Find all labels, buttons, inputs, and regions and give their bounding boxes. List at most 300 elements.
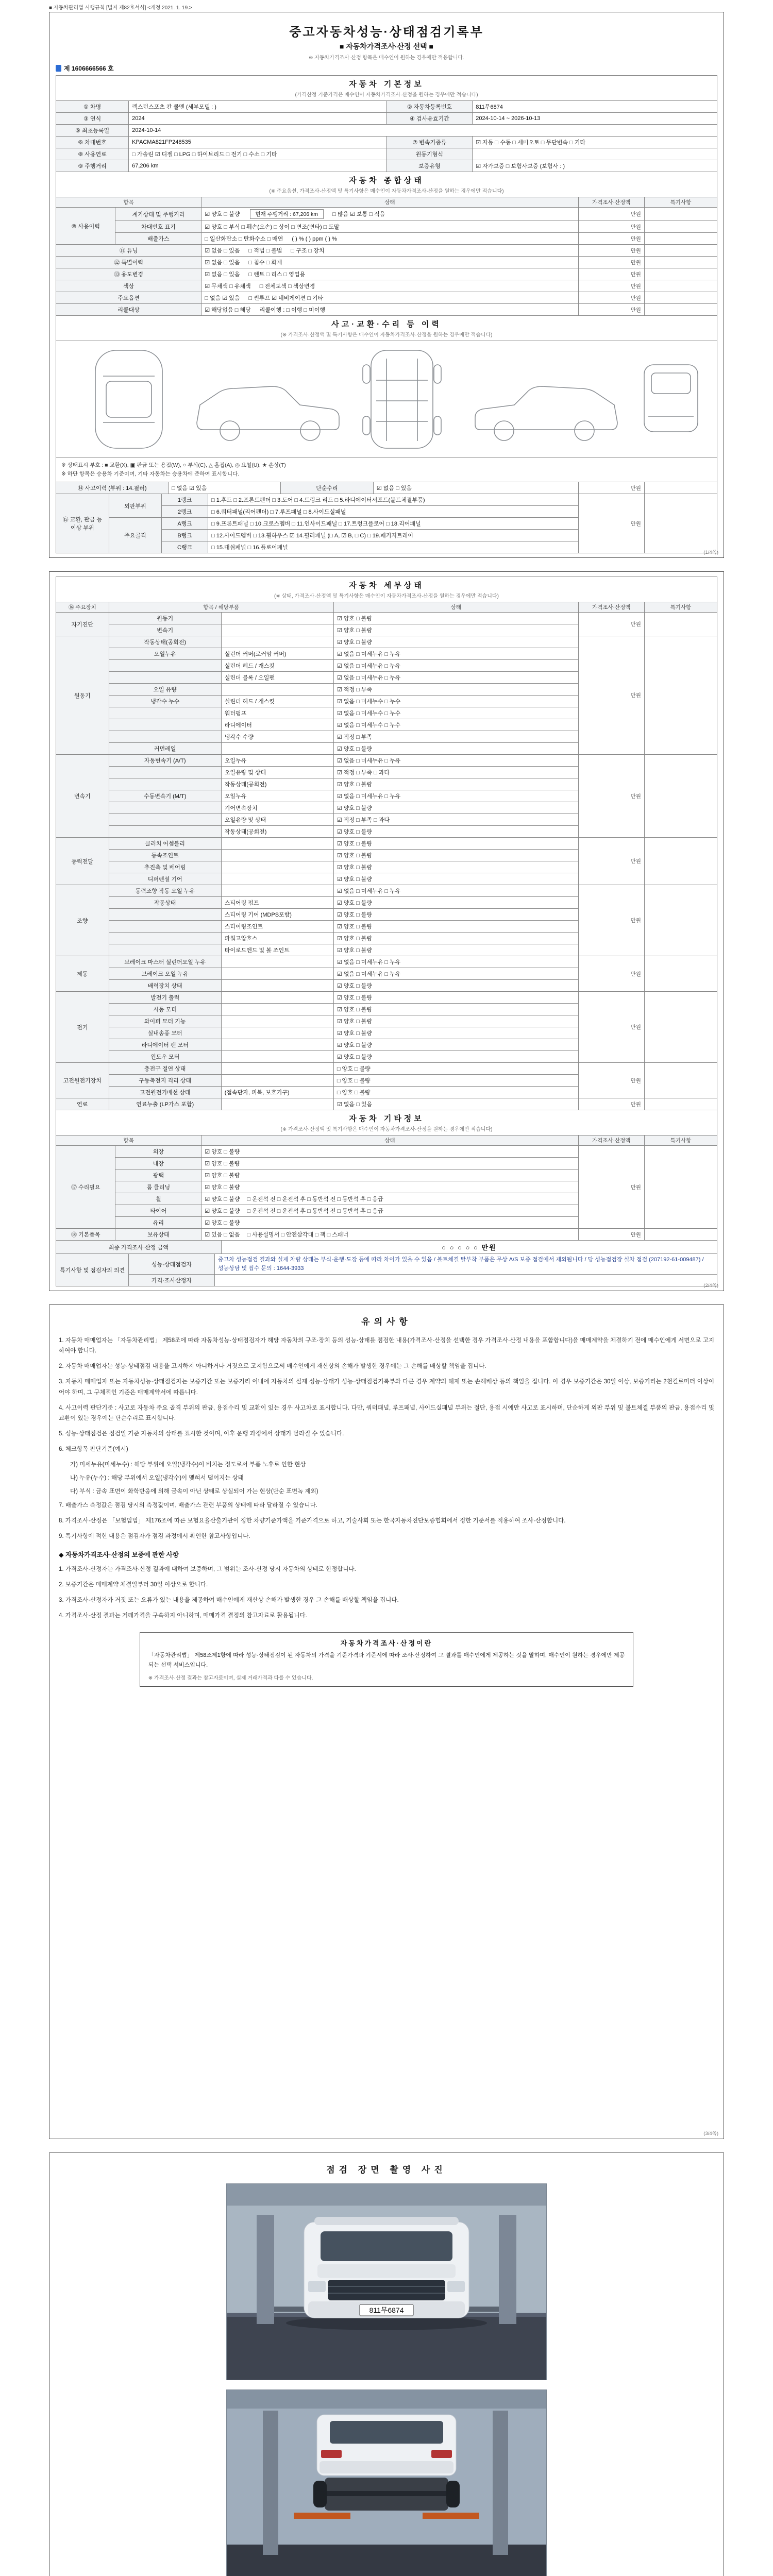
remark-cell <box>644 221 717 233</box>
part-label <box>221 850 333 861</box>
rank2-checkbox-group[interactable]: □ 6.쿼터패널(리어펜더) □ 7.루프패널 □ 8.사이드실패널 <box>208 506 579 518</box>
field-label: ⑧ 사용연료 <box>56 148 129 160</box>
odometer-state-checkbox-group[interactable] <box>201 208 578 221</box>
rankB-checkbox-group[interactable]: □ 12.사이드멤버 □ 13.휠하우스 ☑ 14.필러패널 (□ A, ☑ B, □ C) □ 19.패키지트레이 <box>208 530 579 541</box>
item-label <box>109 802 221 814</box>
legend-note: ※ 하단 항목은 승용차 기준이며, 기타 자동차는 승용차에 준하여 표시합니다. <box>61 471 240 477</box>
status-checkbox-group[interactable]: ☑ 양호 □ 불량 <box>333 992 578 1004</box>
status-checkbox-group[interactable]: ☑ 양호 □ 불량 <box>333 1027 578 1039</box>
recall-done[interactable]: 리콜이행 : □ 이행 □ 미이행 <box>259 307 326 313</box>
part-label <box>221 980 333 992</box>
table-row <box>56 1146 717 1158</box>
status-checkbox-group[interactable]: ☑ 양호 □ 불량 <box>333 921 578 933</box>
part-label <box>221 743 333 755</box>
part-label <box>221 624 333 636</box>
field-label: ⑤ 최초등록일 <box>56 125 129 137</box>
table-row <box>56 113 717 125</box>
status-checkbox-group[interactable]: ☑ 없음 □ 미세누유 □ 누유 <box>333 968 578 980</box>
notice-sub-item: 가) 미세누유(미세누수) : 해당 부위에 오일(냉각수)이 비치는 정도로서 부품 노후로 인한 현상 <box>70 1462 306 1468</box>
status-checkbox-group[interactable] <box>201 1181 578 1193</box>
table-row <box>56 245 717 257</box>
table-header-row <box>56 602 717 613</box>
group-label: ⑩ 사용이력 <box>56 208 115 245</box>
item-label: 클러치 어셈블리 <box>109 838 221 850</box>
part-label: 워터펌프 <box>221 707 333 719</box>
status-checkbox-group[interactable]: ☑ 적정 □ 부족 <box>333 684 578 696</box>
remark-cell <box>644 245 717 257</box>
status-checkbox-group[interactable]: ☑ 양호 □ 불량 <box>333 933 578 944</box>
item-label <box>109 719 221 731</box>
tuning-status[interactable]: ☑ 없음 □ 있음 <box>205 248 240 254</box>
rankA-checkbox-group[interactable]: □ 9.프론트패널 □ 10.크로스멤버 □ 11.인사이드패널 □ 17.트렁크플로어 □ 18.리어패널 <box>208 518 579 530</box>
item-label <box>109 778 221 790</box>
column-header: 상태 <box>201 197 578 208</box>
remark-cell <box>644 613 717 636</box>
device-group-label: 연료 <box>56 1098 109 1110</box>
part-label <box>221 968 333 980</box>
item-label: 타이어 <box>115 1205 201 1217</box>
status-checkbox-group[interactable] <box>201 1158 578 1170</box>
table-header-row <box>56 197 717 208</box>
odometer-status[interactable]: ☑ 양호 □ 불량 <box>205 211 240 217</box>
status-checkbox-group[interactable]: ☑ 없음 □ 미세누유 □ 누유 <box>333 672 578 684</box>
status-checkbox-group[interactable]: ☑ 양호 □ 불량 <box>333 624 578 636</box>
item-label: 원동기 <box>109 613 221 624</box>
item-label: 유리 <box>115 1217 201 1229</box>
document-title: 중고자동차성능·상태점검기록부 <box>289 25 484 39</box>
status-options[interactable]: ☑ 양호 □ 불량 <box>205 1196 240 1202</box>
opinion-table <box>56 1253 717 1286</box>
status-checkbox-group[interactable]: ☑ 양호 □ 불량 <box>333 850 578 861</box>
table-row <box>56 1063 717 1075</box>
field-label: ③ 연식 <box>56 113 129 125</box>
rank-label: 1랭크 <box>162 494 208 506</box>
part-label: 냉각수 수량 <box>221 731 333 743</box>
remark-cell <box>644 292 717 304</box>
price-cell: 만원 <box>578 992 644 1063</box>
status-checkbox-group[interactable]: ☑ 없음 □ 미세누수 □ 누수 <box>333 719 578 731</box>
vin-value: KPACMA821FP248535 <box>129 137 386 148</box>
exchange-group-label: ⑮ 교환, 판금 등 이상 부위 <box>56 494 109 553</box>
field-label: 리콜대상 <box>56 304 201 316</box>
status-checkbox-group[interactable]: ☑ 양호 □ 불량 <box>333 873 578 885</box>
status-checkbox-group[interactable]: ☑ 양호 □ 불량 <box>333 980 578 992</box>
field-label: 보증유형 <box>386 160 473 172</box>
part-label <box>221 1075 333 1087</box>
field-label: 차대번호 표기 <box>115 221 201 233</box>
rank-label: A랭크 <box>162 518 208 530</box>
tuning-checkbox-group[interactable] <box>201 245 578 257</box>
detail-band <box>56 577 717 602</box>
table-row <box>56 494 717 506</box>
remark-cell <box>644 268 717 280</box>
price-cell: 만원 <box>578 956 644 992</box>
part-label: 스티어링 펌프 <box>221 897 333 909</box>
status-options[interactable]: ☑ 양호 □ 불량 <box>205 1173 240 1179</box>
part-label: 실린더 헤드 / 개스킷 <box>221 660 333 672</box>
accident-history-table <box>56 482 717 494</box>
special-status[interactable]: ☑ 없음 □ 있음 <box>205 260 240 266</box>
definition-title: 자동차가격조사·산정이란 <box>340 1639 433 1648</box>
status-checkbox-group[interactable]: ☑ 적정 □ 부족 □ 과다 <box>333 814 578 826</box>
definition-note: ※ 가격조사·산정 결과는 참고자료이며, 실제 거래가격과 다를 수 있습니다. <box>148 1675 313 1681</box>
color-checkbox-group[interactable] <box>201 280 578 292</box>
table-row <box>56 233 717 245</box>
part-label: 타이로드엔드 및 볼 조인트 <box>221 944 333 956</box>
table-row <box>56 208 717 221</box>
item-label: 브레이크 오일 누유 <box>109 968 221 980</box>
tuning-legal[interactable]: □ 적법 □ 불법 <box>248 248 282 254</box>
table-row <box>56 636 717 648</box>
part-label: 스티어링조인트 <box>221 921 333 933</box>
warranty-item: 1. 가격조사·산정자는 가격조사·산정 결과에 대하여 보증하며, 그 범위는 조사·산정 당시 자동차의 상태로 한정합니다. <box>59 1566 356 1572</box>
usage-change-checkbox-group[interactable] <box>201 268 578 280</box>
table-row <box>56 992 717 1004</box>
sheet-1 <box>49 12 724 558</box>
item-label <box>109 909 221 921</box>
recall-checkbox-group[interactable] <box>201 304 578 316</box>
final-price-table <box>56 1240 717 1254</box>
color-change[interactable]: □ 전체도색 □ 색상변경 <box>259 283 315 290</box>
table-row <box>56 956 717 968</box>
inspector-opinion-text: 중고차 성능점검 결과와 실제 차량 상태는 부식·운행·도장 등에 따라 차이가 있을 수 있음 / 볼트체결 탈부착 부품은 무상 A/S 보증 점검에서 제외됩니다 / 당 성능점검장 실차 점검 (207192-61-009487) / 성능상담 및 접수 문의 : 1644-3933 <box>214 1254 717 1275</box>
price-cell: 만원 <box>578 280 644 292</box>
emission-values: ( ) % ( ) ppm ( ) % <box>292 236 337 242</box>
field-label: ② 자동차등록번호 <box>386 101 473 113</box>
status-checkbox-group[interactable]: ☑ 적정 □ 부족 □ 과다 <box>333 767 578 778</box>
status-checkbox-group[interactable]: ☑ 양호 □ 불량 <box>333 897 578 909</box>
status-checkbox-group[interactable]: ☑ 양호 □ 불량 <box>333 1039 578 1051</box>
part-label <box>221 1039 333 1051</box>
final-price-value: ○ ○ ○ ○ ○ 만원 <box>221 1241 717 1254</box>
inspection-photos <box>56 2183 717 2576</box>
notices-title: 유의사항 <box>361 1317 412 1327</box>
fuel-checkbox-group[interactable]: □ 가솔린 ☑ 디젤 □ LPG □ 하이브리드 □ 전기 □ 수소 □ 기타 <box>129 148 386 160</box>
item-label: 실내송풍 모터 <box>109 1027 221 1039</box>
tuning-kind[interactable]: □ 구조 □ 장치 <box>291 248 325 254</box>
frame-label: 주요골격 <box>109 518 162 553</box>
table-row <box>56 292 717 304</box>
vehicle-diagrams <box>67 344 706 455</box>
table-row <box>56 1254 717 1275</box>
status-checkbox-group[interactable]: ☑ 양호 □ 불량 <box>333 826 578 838</box>
item-label <box>109 933 221 944</box>
mileage-range-checkbox-group[interactable]: □ 많음 ☑ 보통 □ 적음 <box>332 211 385 217</box>
status-checkbox-group[interactable]: ☑ 적정 □ 부족 <box>333 731 578 743</box>
document-number-row <box>56 64 717 73</box>
special-history-checkbox-group[interactable] <box>201 257 578 268</box>
price-cell: 만원 <box>578 233 644 245</box>
field-label: 원동기형식 <box>386 148 473 160</box>
device-group-label: 원동기 <box>56 636 109 755</box>
item-label <box>109 707 221 719</box>
table-header-row <box>56 1136 717 1146</box>
status-checkbox-group[interactable] <box>201 1193 578 1205</box>
accident-band-table <box>56 315 717 341</box>
status-checkbox-group[interactable] <box>201 1205 578 1217</box>
part-label: 작동상태(공회전) <box>221 826 333 838</box>
part-label <box>221 992 333 1004</box>
status-detail[interactable]: □ 운전석 전 □ 운전석 후 □ 동반석 전 □ 동반석 후 □ 응급 <box>247 1196 383 1202</box>
column-header: 항목 / 해당부품 <box>109 602 333 613</box>
status-options[interactable]: ☑ 있음 □ 없음 <box>205 1232 240 1238</box>
photo-rear-graphic <box>227 2390 546 2576</box>
remark-cell <box>644 992 717 1063</box>
item-label: 외장 <box>115 1146 201 1158</box>
color-status[interactable]: ☑ 무채색 □ 유채색 <box>205 283 251 290</box>
vin-mark-checkbox-group[interactable]: ☑ 양호 □ 부식 □ 훼손(오손) □ 상이 □ 변조(변타) □ 도말 <box>201 221 578 233</box>
field-label: 배출가스 <box>115 233 201 245</box>
item-label: 냉각수 누수 <box>109 696 221 707</box>
license-plate-text: 811무6874 <box>369 2306 404 2314</box>
form-reference-line <box>49 3 724 11</box>
outer-panel-label: 외판부위 <box>109 494 162 518</box>
vehicle-diagram-area <box>56 341 717 458</box>
item-label: 고전원전기배선 상태 <box>109 1087 221 1098</box>
item-label: 변속기 <box>109 624 221 636</box>
item-label <box>109 814 221 826</box>
rankC-checkbox-group[interactable]: □ 15.대쉬패널 □ 16.플로어패널 <box>208 541 579 553</box>
device-group-label: 전기 <box>56 992 109 1063</box>
table-row <box>56 1275 717 1286</box>
part-label: 오일누유 <box>221 755 333 767</box>
rank1-checkbox-group[interactable]: □ 1.후드 □ 2.프론트펜더 □ 3.도어 □ 4.트렁크 리드 □ 5.라디에이터서포트(볼트체결부품) <box>208 494 579 506</box>
engine-type-value <box>473 148 717 160</box>
status-checkbox-group[interactable]: ☑ 양호 □ 불량 <box>333 909 578 921</box>
simple-repair-checkbox-group[interactable]: ☑ 없음 □ 있음 <box>373 482 578 494</box>
emission-checkbox-group[interactable] <box>201 233 578 245</box>
page-mark: (2/4쪽) <box>703 1283 718 1289</box>
item-label <box>109 672 221 684</box>
table-row <box>56 268 717 280</box>
year-value: 2024 <box>129 113 386 125</box>
options-checkbox-group[interactable] <box>201 292 578 304</box>
form-reference: ■ 자동차관리법 시행규칙 [별지 제82호서식] <개정 2021. 1. 19.> <box>49 5 192 11</box>
part-label: (접속단자, 피복, 보호기구) <box>221 1087 333 1098</box>
column-header: 특기사항 <box>644 1136 717 1146</box>
status-checkbox-group[interactable] <box>201 1146 578 1158</box>
document-note: ※ 자동차가격조사·산정 항목은 매수인이 원하는 경우에만 적용합니다. <box>309 55 464 61</box>
status-checkbox-group[interactable]: ☑ 없음 □ 있음 <box>333 1098 578 1110</box>
price-cell: 만원 <box>578 1146 644 1229</box>
price-cell: 만원 <box>578 482 644 494</box>
price-appraisal-definition-box <box>140 1632 633 1686</box>
part-label <box>221 873 333 885</box>
options-status[interactable]: □ 없음 ☑ 있음 <box>205 295 240 301</box>
status-options[interactable]: ☑ 양호 □ 불량 <box>205 1161 240 1167</box>
warranty-checkbox-group[interactable]: ☑ 자가보증 □ 보험사보증 (보험사 : ) <box>473 160 717 172</box>
remark-cell <box>644 1146 717 1229</box>
column-header: ⑯ 주요장치 <box>56 602 109 613</box>
recall-status[interactable]: ☑ 해당없음 □ 해당 <box>205 307 251 313</box>
table-row <box>56 101 717 113</box>
item-label: 라디에이터 팬 모터 <box>109 1039 221 1051</box>
status-options[interactable]: ☑ 양호 □ 불량 <box>205 1184 240 1191</box>
inspector-label: 성능·상태점검자 <box>129 1254 215 1275</box>
status-checkbox-group[interactable]: ☑ 없음 □ 미세누유 □ 누유 <box>333 660 578 672</box>
price-cell: 만원 <box>578 208 644 221</box>
exchange-panel-table <box>56 494 717 553</box>
definition-body: 「자동차관리법」 제58조제1항에 따라 성능·상태점검이 된 자동차의 가격을 기준가격과 기준서에 따라 조사·산정하여 그 결과를 매수인에게 제공하는 것을 말하며, 매수인이 원하는 경우에만 제공되는 선택 서비스입니다. <box>148 1652 625 1669</box>
special-kind[interactable]: □ 침수 □ 화재 <box>248 260 282 266</box>
detail-state-table <box>56 577 717 1110</box>
item-label: 작동상태(공회전) <box>109 636 221 648</box>
field-label: ⑥ 차대번호 <box>56 137 129 148</box>
inspection-photo-rear-underbody <box>226 2389 547 2576</box>
price-cell: 만원 <box>578 304 644 316</box>
status-options[interactable]: ☑ 양호 □ 불량 <box>205 1208 240 1214</box>
accident-history-checkbox-group[interactable]: □ 없음 ☑ 있음 <box>169 482 281 494</box>
table-row <box>56 137 717 148</box>
field-label: 주요옵션 <box>56 292 201 304</box>
field-label: 색상 <box>56 280 201 292</box>
status-detail[interactable]: □ 사용설명서 □ 안전삼각대 □ 잭 □ 스패너 <box>247 1232 349 1238</box>
accident-history-label: ⑭ 사고이력 (부위 : 14.필러) <box>56 482 169 494</box>
status-checkbox-group[interactable]: ☑ 양호 □ 불량 <box>333 1004 578 1015</box>
device-group-label: 변속기 <box>56 755 109 838</box>
price-cell: 만원 <box>578 292 644 304</box>
document-subtitle: ■ 자동차가격조사·산정 선택 ■ <box>339 42 433 50</box>
table-row <box>56 160 717 172</box>
status-checkbox-group[interactable]: ☑ 없음 □ 미세누유 □ 누유 <box>333 755 578 767</box>
field-label: ⑦ 변속기종류 <box>386 137 473 148</box>
column-header: 상태 <box>201 1136 578 1146</box>
status-checkbox-group[interactable] <box>201 1217 578 1229</box>
item-label: 수동변속기 (M/T) <box>109 790 221 802</box>
comprehensive-state-table <box>56 172 717 316</box>
transmission-checkbox-group[interactable]: ☑ 자동 □ 수동 □ 세미오토 □ 무단변속 □ 기타 <box>473 137 717 148</box>
status-checkbox-group[interactable]: ☑ 양호 □ 불량 <box>333 802 578 814</box>
price-cell: 만원 <box>578 245 644 257</box>
table-row <box>56 1241 717 1254</box>
item-label <box>109 767 221 778</box>
status-checkbox-group[interactable]: ☑ 양호 □ 불량 <box>333 861 578 873</box>
basic-items-group-label: ⑱ 기본품목 <box>56 1229 115 1241</box>
remark-cell <box>644 636 717 755</box>
etc-info-table <box>56 1110 717 1241</box>
remark-cell <box>644 956 717 992</box>
status-checkbox-group[interactable]: ☑ 양호 □ 불량 <box>333 636 578 648</box>
status-checkbox-group[interactable]: ☑ 없음 □ 미세누유 □ 누유 <box>333 956 578 968</box>
part-label: 기어변속장치 <box>221 802 333 814</box>
usage-change-kind[interactable]: □ 렌트 □ 리스 □ 영업용 <box>248 272 306 278</box>
warranty-item: 3. 가격조사·산정자가 거짓 또는 오류가 있는 내용을 제공하여 매수인에게 재산상 손해가 발생한 경우 그 손해를 배상할 책임을 집니다. <box>59 1597 399 1604</box>
field-label: ⑪ 튜닝 <box>56 245 201 257</box>
sheet-2 <box>49 571 724 1291</box>
item-label: 작동상태 <box>109 897 221 909</box>
item-label: 충전구 절연 상태 <box>109 1063 221 1075</box>
status-checkbox-group[interactable]: ☑ 양호 □ 불량 <box>333 743 578 755</box>
column-header: 가격조사·산정액 <box>578 197 644 208</box>
price-cell: 만원 <box>578 1063 644 1098</box>
rank-label: B랭크 <box>162 530 208 541</box>
table-row <box>56 125 717 137</box>
comprehensive-title: 자동차 종합상태 <box>349 176 424 185</box>
status-checkbox-group[interactable]: ☑ 양호 □ 불량 <box>333 778 578 790</box>
status-checkbox-group[interactable]: □ 양호 □ 불량 <box>333 1087 578 1098</box>
usage-change-status[interactable]: ☑ 없음 □ 있음 <box>205 272 240 278</box>
status-checkbox-group[interactable]: ☑ 없음 □ 미세누수 □ 누수 <box>333 696 578 707</box>
notice-item: 6. 체크항목 판단기준(예시) <box>59 1446 128 1452</box>
detail-title: 자동차 세부상태 <box>349 581 424 590</box>
notice-item: 9. 특기사항에 적힌 내용은 점검자가 점검 과정에서 확인한 참고사항입니다. <box>59 1533 250 1539</box>
etc-note: (※ 가격조사·산정액 및 특기사항은 매수인이 자동차가격조사·산정을 원하는 경우에만 적습니다) <box>280 1127 493 1132</box>
item-label: 광택 <box>115 1170 201 1181</box>
emission-items[interactable]: □ 일산화탄소 □ 탄화수소 □ 매연 <box>205 236 283 242</box>
status-checkbox-group[interactable]: ☑ 없음 □ 미세누유 □ 누유 <box>333 790 578 802</box>
status-checkbox-group[interactable]: □ 양호 □ 불량 <box>333 1075 578 1087</box>
table-row <box>56 304 717 316</box>
status-checkbox-group[interactable]: ☑ 없음 □ 미세누수 □ 누수 <box>333 707 578 719</box>
device-group-label: 동력전달 <box>56 838 109 885</box>
item-label: 배력장치 상태 <box>109 980 221 992</box>
part-label: 스티어링 기어 (MDPS포함) <box>221 909 333 921</box>
basic-info-band <box>56 76 717 101</box>
status-checkbox-group[interactable] <box>201 1229 578 1241</box>
item-label: 브레이크 마스터 실린더오일 누유 <box>109 956 221 968</box>
notice-item: 8. 가격조사·산정은 「보험업법」 제176조에 따른 보험요율산출기관이 정한 차량기준가액을 기준가격으로 하고, 기술사회 또는 한국자동차진단보증협회에서 정한 기준서를 적용하여 조사·산정합니다. <box>59 1517 566 1524</box>
warranty-item: 2. 보증기간은 매매계약 체결일부터 30일 이상으로 합니다. <box>59 1582 208 1588</box>
price-cell: 만원 <box>578 838 644 885</box>
table-row <box>56 1229 717 1241</box>
status-checkbox-group[interactable]: ☑ 양호 □ 불량 <box>333 1015 578 1027</box>
price-cell: 만원 <box>578 1229 644 1241</box>
status-checkbox-group[interactable] <box>201 1170 578 1181</box>
notice-sub-item: 다) 부식 : 금속 표면이 화학반응에 의해 금속이 아닌 상태로 상실되어 가는 현상(단순 표면녹 제외) <box>70 1488 318 1495</box>
status-checkbox-group[interactable]: ☑ 없음 □ 미세누유 □ 누유 <box>333 648 578 660</box>
accident-note: (※ 가격조사·산정액 및 특기사항은 매수인이 자동차가격조사·산정을 원하는 경우에만 적습니다) <box>280 332 493 338</box>
price-warranty-section-title: ◆ 자동차가격조사·산정의 보증에 관한 사항 <box>59 1551 179 1558</box>
etc-title: 자동차 기타정보 <box>349 1114 424 1123</box>
notice-item: 2. 자동차 매매업자는 성능·상태점검 내용을 고지하지 아니하거나 거짓으로 고지함으로써 매수인에게 재산상의 손해가 발생한 경우에는 그 손해를 배상할 책임을 집니다. <box>59 1363 486 1370</box>
price-cell: 만원 <box>578 636 644 755</box>
part-label <box>221 956 333 968</box>
part-label <box>221 1063 333 1075</box>
carname-value: 렉스턴스포츠 칸 쿨멘 (세부모델 : ) <box>129 101 386 113</box>
column-header: 특기사항 <box>644 197 717 208</box>
field-label: ① 차명 <box>56 101 129 113</box>
status-checkbox-group[interactable]: ☑ 없음 □ 미세누유 □ 누유 <box>333 885 578 897</box>
part-label: 라디에이터 <box>221 719 333 731</box>
status-checkbox-group[interactable]: ☑ 양호 □ 불량 <box>333 1051 578 1063</box>
remark-cell <box>644 1098 717 1110</box>
price-cell: 만원 <box>578 613 644 636</box>
part-label <box>221 1027 333 1039</box>
item-label: 추진축 및 베어링 <box>109 861 221 873</box>
price-cell: 만원 <box>578 494 644 553</box>
status-options[interactable]: ☑ 양호 □ 불량 <box>205 1220 240 1226</box>
status-options[interactable]: ☑ 양호 □ 불량 <box>205 1149 240 1155</box>
item-label: 발전기 출력 <box>109 992 221 1004</box>
table-row <box>56 221 717 233</box>
item-label: 등속조인트 <box>109 850 221 861</box>
notice-item: 4. 사고이력 판단기준 : 사고로 자동차 주요 골격 부위의 판금, 용접수리 및 교환이 있는 경우 사고차로 표시합니다. 다만, 쿼터패널, 루프패널, 사이드실패널 부위는 절단, 용접 시에만 사고로 표시하며, 단순하게 외판 부위 및 볼트체결 부품의 판금, 용접수리 및 교환이 있는 경우에는 단순수리로 표시합니다. <box>59 1404 714 1421</box>
status-checkbox-group[interactable]: ☑ 양호 □ 불량 <box>333 944 578 956</box>
status-checkbox-group[interactable]: ☑ 양호 □ 불량 <box>333 613 578 624</box>
part-label <box>221 636 333 648</box>
price-cell: 만원 <box>578 257 644 268</box>
item-label: 윈도우 모터 <box>109 1051 221 1063</box>
status-checkbox-group[interactable]: □ 양호 □ 불량 <box>333 1063 578 1075</box>
accident-band <box>56 316 717 341</box>
status-checkbox-group[interactable]: ☑ 양호 □ 불량 <box>333 838 578 850</box>
options-kind[interactable]: □ 썬루프 ☑ 네비게이션 □ 기타 <box>248 295 324 301</box>
part-label <box>221 838 333 850</box>
table-row <box>56 885 717 897</box>
item-label: 오일누유 <box>109 648 221 660</box>
status-detail[interactable]: □ 운전석 전 □ 운전석 후 □ 동반석 전 □ 동반석 후 □ 응급 <box>247 1208 383 1214</box>
etc-band <box>56 1110 717 1136</box>
